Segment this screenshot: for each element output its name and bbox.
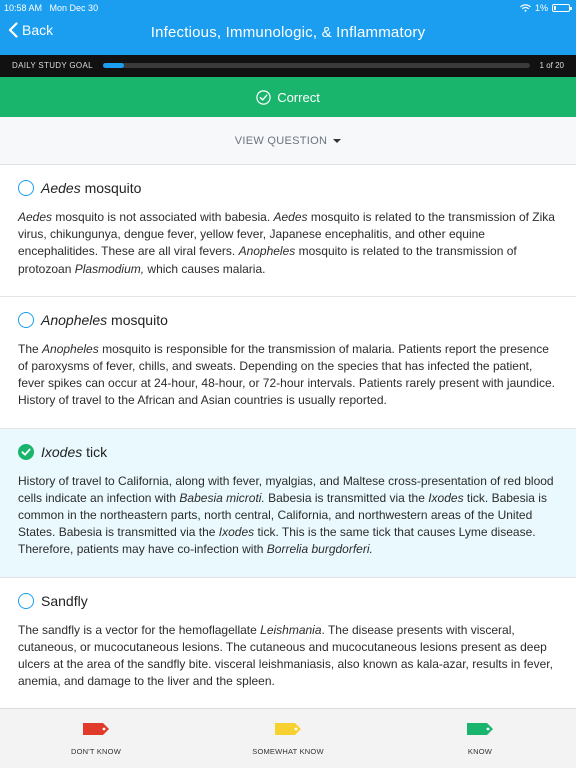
result-label: Correct bbox=[277, 89, 320, 105]
red-tag-icon bbox=[36, 723, 156, 735]
nav-bar bbox=[0, 16, 576, 55]
explanation-italic-term: Aedes bbox=[273, 210, 308, 224]
wifi-icon bbox=[520, 4, 531, 12]
answer-option[interactable] bbox=[0, 297, 576, 429]
goal-count: 1 of 20 bbox=[539, 61, 564, 70]
explanation-text: Babesia is transmitted via the bbox=[264, 490, 429, 505]
explanation-text: mosquito is related to the transmission of protozoan bbox=[18, 244, 517, 276]
header bbox=[0, 0, 576, 55]
explanation-italic-term: Plasmodium, bbox=[74, 261, 145, 276]
answer-title bbox=[18, 180, 558, 196]
status-time: 10:58 AM bbox=[4, 3, 43, 13]
answer-explanation bbox=[18, 341, 558, 410]
answer-label-text: mosquito bbox=[107, 311, 168, 328]
somewhat-know-label: SOMEWHAT KNOW bbox=[252, 747, 324, 756]
answer-label-text: mosquito bbox=[80, 180, 142, 196]
answer-label bbox=[41, 444, 107, 460]
explanation-text: tick. This is the same tick that causes Lyme disease. Therefore, patients may have co-infection with bbox=[18, 525, 536, 557]
answer-title bbox=[18, 312, 558, 328]
page-title: Infectious, Immunologic, & Inflammatory bbox=[150, 24, 426, 41]
daily-study-goal-bar bbox=[0, 55, 576, 77]
radio-icon[interactable] bbox=[18, 312, 34, 328]
explanation-italic-term: Anopheles bbox=[238, 244, 296, 259]
radio-icon[interactable] bbox=[18, 593, 34, 609]
yellow-tag-icon bbox=[228, 723, 348, 735]
answer-label-text: tick bbox=[82, 443, 108, 460]
radio-icon[interactable] bbox=[18, 180, 34, 196]
check-circle-icon bbox=[256, 90, 271, 105]
answer-list bbox=[0, 165, 576, 708]
answer-option[interactable] bbox=[0, 165, 576, 297]
explanation-italic-term: Leishmania bbox=[260, 622, 322, 637]
battery-icon bbox=[552, 4, 570, 12]
explanation-text: mosquito is responsible for the transmission of malaria. Patients report the presence of paroxysms of fever, chills, and sweats. Depending on the species that has infected the patient, fever spikes can occur at 24-hour, 48-hour, or 72-hour intervals. Patients rarely present with jaundice. History of travel to the African and Asian countries is usually reported. bbox=[18, 341, 555, 408]
answer-label-italic: Aedes bbox=[41, 180, 81, 196]
status-bar bbox=[0, 0, 576, 16]
explanation-italic-term: Babesia microti. bbox=[179, 490, 265, 505]
know-button[interactable] bbox=[420, 723, 540, 759]
answer-explanation bbox=[18, 622, 558, 691]
answer-option[interactable] bbox=[0, 429, 576, 578]
answer-label-italic: Ixodes bbox=[41, 443, 83, 460]
answer-label-italic: Anopheles bbox=[41, 311, 108, 328]
explanation-italic-term: Ixodes bbox=[218, 525, 255, 540]
goal-label: DAILY STUDY GOAL bbox=[12, 61, 93, 70]
explanation-text: tick. Babesia is common in the northeastern parts, north central, California, and northwestern areas of the United States. Babesia is transmitted via the bbox=[18, 490, 547, 540]
green-tag-icon bbox=[420, 723, 540, 735]
dont-know-button[interactable] bbox=[36, 723, 156, 759]
goal-progress-fill bbox=[103, 63, 124, 68]
selected-check-icon bbox=[18, 444, 34, 460]
explanation-text: The bbox=[18, 341, 43, 356]
explanation-text: . The disease presents with visceral, cutaneous, or mucocutaneous lesions. The cutaneous and mucocutaneous lesions present as deep ulcers at the area of the sandfly bite. visceral leishmaniasis, also known as kala-azar, results in fever, anemia, and damage to the liver and the spleen. bbox=[18, 622, 553, 689]
answer-label bbox=[41, 312, 168, 328]
somewhat-know-button[interactable] bbox=[228, 723, 348, 759]
goal-progress-track bbox=[103, 63, 530, 68]
answer-title bbox=[18, 593, 558, 609]
view-question-label: VIEW QUESTION bbox=[234, 134, 328, 147]
answer-explanation bbox=[18, 473, 558, 559]
answer-option[interactable] bbox=[0, 578, 576, 708]
explanation-text: which causes malaria. bbox=[144, 261, 266, 276]
rating-bar bbox=[0, 708, 576, 768]
explanation-italic-term: Anopheles bbox=[42, 341, 99, 356]
answer-title bbox=[18, 444, 558, 460]
view-question-toggle[interactable] bbox=[0, 117, 576, 165]
answer-label bbox=[41, 180, 141, 196]
caret-down-icon bbox=[333, 139, 341, 143]
answer-label bbox=[41, 593, 88, 609]
explanation-text: History of travel to California, along with fever, myalgias, and Maltese cross-presentation of red blood cells indicate an infection with bbox=[18, 473, 554, 505]
status-right bbox=[520, 3, 570, 13]
explanation-italic-term: Ixodes bbox=[428, 490, 464, 505]
explanation-text: The sandfly is a vector for the hemoflagellate bbox=[18, 622, 261, 637]
explanation-italic-term: Borrelia burgdorferi. bbox=[266, 542, 373, 557]
explanation-text: mosquito is related to the transmission of Zika virus, chikungunya, dengue fever, yellow fever, Japanese encephalitis, and other equine encephalitides. These are all viral fevers. bbox=[18, 210, 555, 259]
dont-know-label: DON'T KNOW bbox=[71, 747, 121, 756]
status-date: Mon Dec 30 bbox=[49, 3, 99, 13]
know-label: KNOW bbox=[467, 747, 493, 756]
result-banner bbox=[0, 77, 576, 117]
answer-label-text: Sandfly bbox=[41, 592, 88, 609]
explanation-italic-term: Aedes bbox=[18, 210, 53, 224]
back-label: Back bbox=[22, 22, 54, 38]
status-left bbox=[4, 3, 103, 13]
explanation-text: mosquito is not associated with babesia. bbox=[52, 210, 274, 224]
answer-explanation bbox=[18, 209, 558, 278]
battery-percent: 1% bbox=[534, 3, 548, 13]
